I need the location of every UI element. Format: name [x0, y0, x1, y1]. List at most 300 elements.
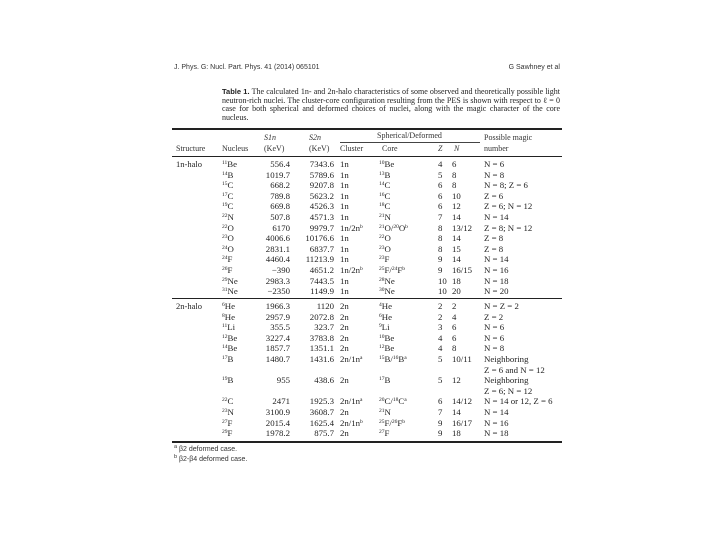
- mass-number: 11: [222, 160, 228, 166]
- z-value: 8: [438, 222, 443, 233]
- s2n-value: 6837.7: [309, 243, 334, 254]
- mass-number: 27: [379, 429, 385, 436]
- header-cluster: Cluster: [340, 144, 364, 153]
- cluster: 2n: [340, 375, 349, 386]
- z-value: 4: [438, 343, 443, 354]
- cluster: $1n/2n^b$: [340, 222, 363, 233]
- cluster: 1n: [340, 169, 349, 180]
- table-row: [172, 170, 562, 181]
- header-s1n: S1n: [264, 133, 276, 142]
- s1n-value: 556.4: [270, 159, 290, 169]
- magic-number: Neighboring: [484, 375, 529, 386]
- cluster: 1n: [340, 159, 349, 169]
- mass-number: 17: [222, 355, 228, 361]
- footnote-mark: b: [360, 223, 363, 230]
- s1n-value: 4006.6: [265, 233, 290, 244]
- z-value: 6: [438, 180, 443, 191]
- magic-number: N = 18: [484, 275, 509, 286]
- nucleus: $^{27}$F: [222, 417, 233, 428]
- core: $^{20}C/^{18}C^a$: [379, 396, 407, 407]
- mass-number: 13: [379, 170, 385, 177]
- magic-number: Z = 6; N = 12: [484, 201, 533, 212]
- core: $^{28}$Ne: [379, 275, 395, 286]
- core: $^{15}B/^{16}B^a$: [379, 354, 407, 364]
- mass-number: 6: [379, 312, 382, 319]
- n-value: 16/15: [452, 265, 473, 275]
- nucleus: $^8$He: [222, 311, 236, 322]
- n-value: 14: [452, 233, 461, 244]
- s1n-value: 3100.9: [265, 407, 290, 417]
- s2n-value: 11213.9: [305, 254, 334, 265]
- header-z: Z: [438, 144, 443, 153]
- header-s2n: S2n: [309, 133, 321, 142]
- mass-number: 19: [222, 376, 228, 383]
- nucleus: $^{17}$B: [222, 354, 234, 364]
- magic-number: N = 6: [484, 322, 505, 333]
- mass-number: 24: [222, 244, 228, 251]
- mass-number: 24: [391, 266, 398, 272]
- table-row: [172, 276, 562, 287]
- table-row: [172, 333, 562, 344]
- s1n-value: 789.8: [270, 190, 290, 201]
- s1n-value: 2831.1: [265, 243, 290, 254]
- nucleus: $^{23}$O: [222, 233, 234, 244]
- footnote-mark: a: [360, 355, 363, 361]
- mass-number: 31: [222, 287, 228, 294]
- s1n-value: 355.5: [270, 322, 290, 333]
- core: $^{17}$B: [379, 375, 391, 386]
- cluster: 2n: [340, 322, 349, 333]
- mass-number: 18: [379, 202, 385, 209]
- mass-number: 15: [379, 355, 385, 361]
- footnote-mark: b: [360, 266, 363, 272]
- s2n-value: 7443.5: [309, 275, 334, 286]
- table-row: [172, 254, 562, 265]
- mass-number: 22: [379, 234, 385, 241]
- table-row: [172, 428, 562, 439]
- s2n-value: 1431.6: [309, 354, 334, 364]
- cluster: 2n: [340, 407, 349, 417]
- top-rule: [172, 128, 562, 130]
- s2n-value: 1351.1: [309, 343, 334, 354]
- magic-number: N = Z = 2: [484, 301, 519, 311]
- mass-number: 23: [379, 244, 385, 251]
- s2n-value: 438.6: [314, 375, 334, 386]
- table-row: [172, 312, 562, 323]
- table-row: [172, 286, 562, 297]
- header-magic-2: number: [484, 144, 509, 153]
- magic-number: Z = 8: [484, 233, 504, 244]
- mass-number: 20: [393, 223, 399, 230]
- mass-number: 23: [379, 255, 385, 262]
- z-value: 9: [438, 265, 443, 275]
- journal-citation: J. Phys. G: Nucl. Part. Phys. 41 (2014) 065101: [174, 64, 320, 71]
- table-row: [172, 244, 562, 255]
- mass-number: 9: [379, 323, 382, 330]
- mass-number: 11: [222, 323, 228, 330]
- nucleus: $^{29}$Ne: [222, 275, 238, 286]
- nucleus: $^{23}$N: [222, 407, 234, 417]
- z-value: 6: [438, 396, 443, 407]
- nucleus: $^6$He: [222, 301, 236, 311]
- s2n-value: 323.7: [314, 322, 334, 333]
- core: $^{23}$O: [379, 243, 391, 254]
- n-value: 8: [452, 343, 457, 354]
- magic-number: N = 14: [484, 254, 509, 265]
- core: $^{14}$C: [379, 180, 391, 191]
- cluster: 1n: [340, 275, 349, 286]
- header-core: Core: [382, 144, 398, 153]
- nucleus: $^{29}$F: [222, 428, 233, 439]
- nucleus: $^{22}$O: [222, 222, 234, 233]
- s1n-value: 6170: [272, 222, 290, 233]
- n-value: 6: [452, 332, 457, 343]
- cluster: 1n: [340, 254, 349, 265]
- n-value: 14: [452, 254, 461, 265]
- mass-number: 20: [379, 397, 385, 404]
- z-value: 10: [438, 275, 447, 286]
- core: $^9$Li: [379, 322, 390, 333]
- n-value: 6: [452, 322, 457, 333]
- cluster: 1n: [340, 243, 349, 254]
- table-row: [172, 233, 562, 244]
- nucleus: $^{22}$C: [222, 396, 234, 407]
- magic-number: Z = 2: [484, 311, 504, 322]
- core: $^{25}F/^{24}F^b$: [379, 265, 406, 275]
- table-row: [172, 223, 562, 234]
- n-value: 8: [452, 180, 457, 191]
- magic-number: Z = 8: [484, 243, 504, 254]
- mass-number: 16: [379, 191, 385, 198]
- magic-number: Z = 8; N = 12: [484, 222, 533, 233]
- running-header: [174, 63, 560, 72]
- mass-number: 26: [391, 418, 398, 425]
- s1n-value: 3227.4: [265, 332, 290, 343]
- n-value: 10/11: [452, 354, 472, 364]
- s1n-value: −390: [271, 265, 290, 275]
- mass-number: 14: [222, 344, 228, 351]
- magic-number: N = 16: [484, 265, 509, 275]
- mass-number: 12: [379, 344, 385, 351]
- footnote-mark: a: [360, 397, 363, 404]
- s2n-value: 7343.6: [309, 159, 334, 169]
- magic-number: N = 14: [484, 212, 509, 222]
- s2n-value: 5623.2: [309, 190, 334, 201]
- nucleus: $^{24}$F: [222, 254, 233, 265]
- mass-number: 21: [379, 408, 385, 414]
- mass-number: 23: [222, 408, 228, 414]
- mass-number: 27: [222, 418, 228, 425]
- magic-number: N = 14 or 12, Z = 6: [484, 396, 553, 407]
- core: $^{27}$F: [379, 428, 390, 439]
- nucleus: $^{11}$Li: [222, 322, 236, 333]
- n-value: 16/17: [452, 417, 473, 428]
- footnote-mark: a: [404, 397, 407, 404]
- z-value: 8: [438, 243, 443, 254]
- s1n-value: 2957.9: [265, 311, 290, 322]
- magic-number: N = 6: [484, 159, 505, 169]
- cluster: 2n: [340, 428, 349, 439]
- table-row: [172, 301, 562, 312]
- nucleus: $^{19}$C: [222, 201, 234, 212]
- mass-number: 23: [222, 234, 228, 241]
- cluster: 1n: [340, 286, 349, 297]
- z-value: 10: [438, 286, 447, 297]
- header-rule: [172, 156, 562, 157]
- z-value: 5: [438, 375, 443, 386]
- n-value: 8: [452, 169, 457, 180]
- s1n-value: 2471: [272, 396, 290, 407]
- footnote-a: $^a$ β2 deformed case.: [174, 444, 238, 453]
- s2n-value: 4571.3: [309, 212, 334, 222]
- nucleus: $^{14}$B: [222, 169, 234, 180]
- mass-number: 15: [222, 181, 228, 188]
- s2n-value: 1925.3: [309, 396, 334, 407]
- cluster: $2n/1n^a$: [340, 396, 363, 407]
- n-value: 15: [452, 243, 461, 254]
- n-value: 18: [452, 428, 461, 439]
- n-value: 18: [452, 275, 461, 286]
- s2n-value: 4526.3: [309, 201, 334, 212]
- bottom-rule: [172, 441, 562, 443]
- nucleus: $^{19}$B: [222, 375, 234, 386]
- nucleus: $^{11}$Be: [222, 159, 238, 169]
- mass-number: 22: [222, 213, 228, 219]
- magic-number: N = 14: [484, 407, 509, 417]
- n-value: 13/12: [452, 222, 473, 233]
- core: $^{10}$Be: [379, 159, 395, 169]
- s2n-value: 3608.7: [309, 407, 334, 417]
- header-n: N: [454, 144, 460, 153]
- mass-number: 10: [379, 160, 385, 166]
- mass-number: 6: [222, 302, 225, 308]
- mass-number: 29: [222, 276, 228, 283]
- magic-number: N = 18: [484, 428, 509, 439]
- header-structure: Structure: [176, 144, 206, 153]
- header-s2n-unit: (KeV): [309, 144, 330, 153]
- cluster: 2n: [340, 301, 349, 311]
- core: $^{10}$Be: [379, 332, 395, 343]
- n-value: 10: [452, 190, 461, 201]
- nucleus: $^{15}$C: [222, 180, 234, 191]
- s2n-value: 1149.9: [310, 286, 334, 297]
- s2n-value: 5789.6: [309, 169, 334, 180]
- cluster: $1n/2n^b$: [340, 265, 363, 275]
- mass-number: 30: [379, 287, 385, 294]
- structure-label: 2n-halo: [176, 301, 202, 311]
- core: $^{23}$F: [379, 254, 390, 265]
- header-nucleus: Nucleus: [222, 144, 249, 153]
- table-row: [172, 375, 562, 396]
- group-rule: [340, 142, 480, 143]
- core: $^{21}O/^{20}O^b$: [379, 222, 408, 233]
- mass-number: 17: [379, 376, 385, 383]
- caption-text: The calculated 1n- and 2n-halo characteristics of some observed and theoretically possible light neutron-rich nuclei. The cluster-core configuration resulting from the PES is shown with respect to ℓ = 0 case for both spherical and deformed choices of nuclei, along with the magic character of the core nucleus.: [222, 87, 560, 122]
- cluster: $2n/1n^b$: [340, 417, 363, 428]
- z-value: 2: [438, 301, 443, 311]
- s1n-value: 1857.7: [265, 343, 290, 354]
- s1n-value: 2983.3: [265, 275, 290, 286]
- n-value: 14: [452, 212, 461, 222]
- s2n-value: 2072.8: [309, 311, 334, 322]
- magic-number: N = 20: [484, 286, 509, 297]
- z-value: 4: [438, 332, 443, 343]
- mass-number: 25: [379, 418, 385, 425]
- s1n-value: 2015.4: [265, 417, 290, 428]
- cluster: 1n: [340, 233, 349, 244]
- s2n-value: 10176.6: [305, 233, 334, 244]
- mass-number: 14: [379, 181, 385, 188]
- nucleus: $^{14}$Be: [222, 343, 238, 354]
- mass-number: 29: [222, 429, 228, 436]
- core: $^{21}$N: [379, 407, 391, 417]
- core: $^{22}$O: [379, 233, 391, 244]
- mass-number: 17: [222, 191, 228, 198]
- mass-number: 22: [222, 223, 228, 230]
- mass-number: 22: [222, 397, 228, 404]
- z-value: 5: [438, 169, 443, 180]
- core: $^{18}$C: [379, 201, 391, 212]
- z-value: 5: [438, 354, 443, 364]
- z-value: 4: [438, 159, 443, 169]
- mass-number: 21: [379, 223, 385, 230]
- structure-label: 1n-halo: [176, 159, 202, 169]
- magic-number: Z = 6: [484, 190, 504, 201]
- mass-number: 21: [379, 213, 385, 219]
- n-value: 4: [452, 311, 457, 322]
- s2n-value: 9979.7: [309, 222, 334, 233]
- table-row: [172, 418, 562, 429]
- core: $^6$He: [379, 311, 393, 322]
- header-group: Spherical/Deformed: [377, 131, 442, 140]
- cluster: 2n: [340, 343, 349, 354]
- n-value: 6: [452, 159, 457, 169]
- s2n-value: 4651.2: [309, 265, 334, 275]
- mass-number: 25: [379, 266, 385, 272]
- mass-number: 18: [392, 397, 399, 404]
- table-row: [172, 201, 562, 212]
- s2n-value: 3783.8: [309, 332, 334, 343]
- table-row: [172, 343, 562, 354]
- s1n-value: 955: [276, 375, 290, 386]
- z-value: 9: [438, 428, 443, 439]
- core: $^{13}$B: [379, 169, 391, 180]
- magic-number-cont: Z = 6 and N = 12: [484, 364, 545, 375]
- table-row: [172, 396, 562, 407]
- magic-number: N = 8: [484, 169, 505, 180]
- s1n-value: 1019.7: [265, 169, 290, 180]
- table-row: [172, 191, 562, 202]
- mass-number: 16: [392, 355, 399, 361]
- z-value: 3: [438, 322, 443, 333]
- table-row: [172, 159, 562, 170]
- s1n-value: 1966.3: [265, 301, 290, 311]
- mass-number: 26: [222, 266, 228, 272]
- cluster: $2n/1n^a$: [340, 354, 363, 364]
- cluster: 2n: [340, 311, 349, 322]
- cluster: 2n: [340, 332, 349, 343]
- magic-number: N = 16: [484, 417, 509, 428]
- mass-number: 12: [222, 333, 228, 340]
- nucleus: $^{31}$Ne: [222, 286, 238, 297]
- table-row: [172, 265, 562, 276]
- magic-number-cont: Z = 6; N = 12: [484, 385, 533, 396]
- table-row: [172, 407, 562, 418]
- z-value: 6: [438, 190, 443, 201]
- s1n-value: 1978.2: [265, 428, 290, 439]
- authors: G Sawhney et al: [508, 64, 560, 71]
- nucleus: $^{12}$Be: [222, 332, 238, 343]
- mass-number: 8: [222, 312, 225, 319]
- footnote-mark: b: [402, 266, 406, 272]
- z-value: 9: [438, 254, 443, 265]
- nucleus: $^{17}$C: [222, 190, 234, 201]
- mass-number: 19: [222, 202, 228, 209]
- table-row: [172, 212, 562, 223]
- core: $^{25}F/^{26}F^b$: [379, 417, 406, 428]
- s1n-value: 668.2: [270, 180, 290, 191]
- magic-number: N = 8; Z = 6: [484, 180, 528, 191]
- n-value: 14: [452, 407, 461, 417]
- s2n-value: 875.7: [314, 428, 334, 439]
- mass-number: 14: [222, 170, 228, 177]
- core: $^4$He: [379, 301, 393, 311]
- s2n-value: 1625.4: [309, 417, 334, 428]
- cluster: 1n: [340, 180, 349, 191]
- core: $^{16}$C: [379, 190, 391, 201]
- mass-number: 4: [379, 302, 382, 308]
- n-value: 14/12: [452, 396, 473, 407]
- core: $^{12}$Be: [379, 343, 395, 354]
- n-value: 2: [452, 301, 457, 311]
- cluster: 1n: [340, 190, 349, 201]
- z-value: 9: [438, 417, 443, 428]
- footnote-mark: b: [402, 418, 406, 425]
- header-magic-1: Possible magic: [484, 133, 533, 142]
- footnote-mark: b: [360, 418, 363, 425]
- nucleus: $^{24}$O: [222, 243, 234, 254]
- z-value: 8: [438, 233, 443, 244]
- z-value: 7: [438, 407, 443, 417]
- s1n-value: 669.8: [270, 201, 290, 212]
- s1n-value: −2350: [267, 286, 290, 297]
- s2n-value: 9207.8: [309, 180, 334, 191]
- s1n-value: 507.8: [270, 212, 290, 222]
- s1n-value: 1480.7: [265, 354, 290, 364]
- caption-label: Table 1.: [222, 87, 250, 96]
- z-value: 7: [438, 212, 443, 222]
- n-value: 12: [452, 201, 461, 212]
- nucleus: $^{22}$N: [222, 212, 234, 222]
- cluster: 1n: [340, 212, 349, 222]
- mass-number: 28: [379, 276, 385, 283]
- s1n-value: 4460.4: [265, 254, 290, 265]
- z-value: 6: [438, 201, 443, 212]
- cluster: 1n: [340, 201, 349, 212]
- nucleus: $^{26}$F: [222, 265, 233, 275]
- header-s1n-unit: (KeV): [264, 144, 285, 153]
- z-value: 2: [438, 311, 443, 322]
- core: $^{30}$Ne: [379, 286, 395, 297]
- table-row: [172, 354, 562, 375]
- s2n-value: 1120: [316, 301, 334, 311]
- mass-number: 24: [222, 255, 228, 262]
- table-row: [172, 322, 562, 333]
- table-caption: [222, 88, 560, 122]
- footnote-b: $^b$ β2-β4 deformed case.: [174, 454, 248, 463]
- n-value: 20: [452, 286, 461, 297]
- footnote-mark: b: [405, 223, 408, 230]
